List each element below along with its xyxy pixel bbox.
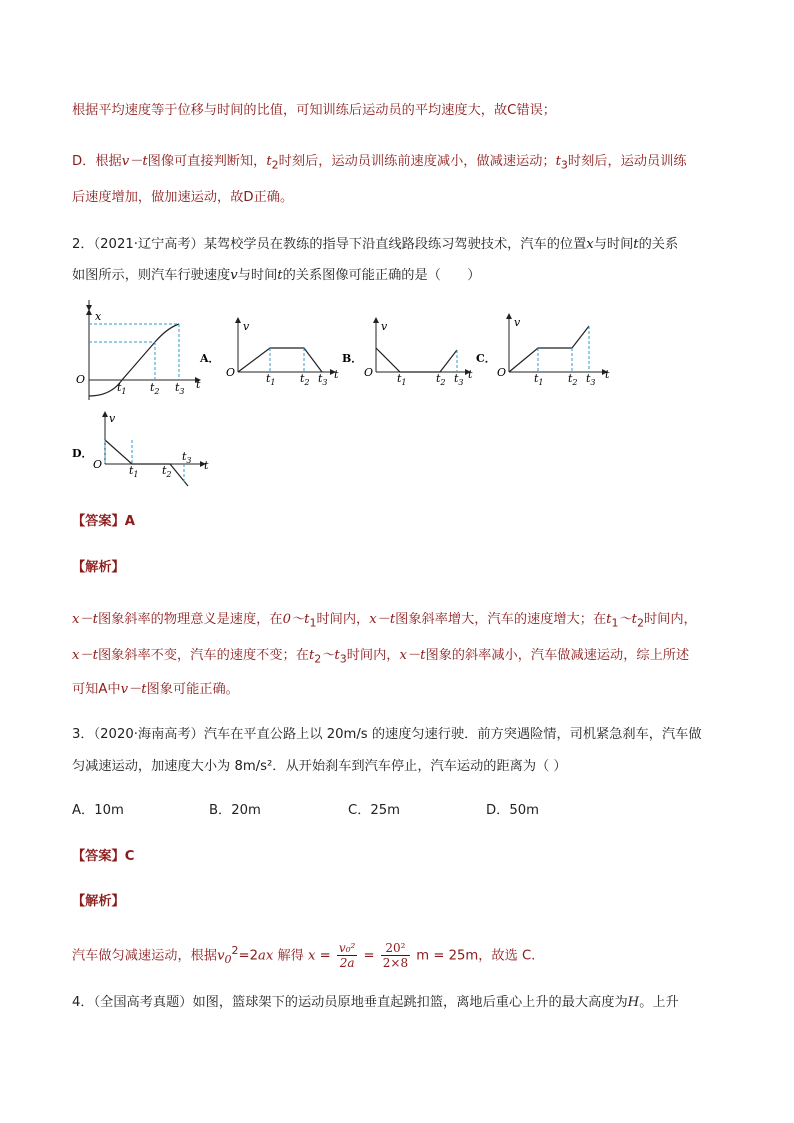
question-3-option-b: B．20m bbox=[209, 803, 261, 818]
svg-text:t: t bbox=[605, 368, 610, 381]
option-b-label: B． bbox=[342, 352, 363, 365]
svg-text:t: t bbox=[334, 368, 339, 381]
option-d-label: D． bbox=[72, 447, 93, 460]
question-2-line2: 如图所示，则汽车行驶速度v与时间t的关系图像可能正确的是（ ） bbox=[72, 268, 481, 283]
explanation-2-line3: 可知A中v－t图象可能正确。 bbox=[72, 682, 239, 697]
graph-a bbox=[226, 318, 339, 387]
svg-text:t2: $t_2$ bbox=[436, 372, 446, 387]
question-3-option-c: C．25m bbox=[348, 803, 401, 818]
option-a-label: A． bbox=[200, 352, 220, 365]
svg-text:O: O bbox=[364, 366, 374, 379]
question-3-line2: 匀减速运动，加速度大小为 8m/s²．从开始刹车到汽车停止，汽车运动的距离为（ ） bbox=[72, 759, 567, 774]
svg-text:t1: $t_1$ bbox=[397, 372, 407, 387]
explanation-3-line: 汽车做匀减速运动，根据$v_0^2=2ax$ 解得 x = $\frac{\text{v₀²}}{2a}$ = $\frac{\text{20²}}{2\times 8}$ m = 25m，故选 C. bbox=[72, 940, 536, 970]
explanation-d-line2: 后速度增加，做加速运动，故D正确。 bbox=[72, 190, 294, 205]
svg-text:t1: $t_1$ bbox=[534, 372, 544, 387]
graph-c bbox=[497, 314, 610, 387]
svg-text:t1: $t_1$ bbox=[129, 464, 139, 479]
svg-text:O: O bbox=[93, 458, 103, 471]
svg-text:t1: $t_1$ bbox=[266, 372, 276, 387]
svg-text:t1: $t_1$ bbox=[117, 381, 127, 396]
svg-text:t2: $t_2$ bbox=[568, 372, 578, 387]
svg-text:v: v bbox=[381, 320, 388, 333]
question-3-option-d: D．50m bbox=[486, 803, 539, 818]
question-4-line1: 4．（全国高考真题）如图，篮球架下的运动员原地垂直起跳扣篮，离地后重心上升的最大高度为H。上升 bbox=[72, 995, 679, 1010]
origin-label: O bbox=[76, 373, 86, 386]
answer-3: 【答案】C bbox=[72, 849, 135, 864]
x-axis-label: x bbox=[95, 310, 102, 323]
svg-text:t3: $t_3$ bbox=[318, 372, 328, 387]
graph-b bbox=[364, 318, 473, 387]
svg-text:t2: $t_2$ bbox=[150, 381, 160, 396]
question-2-line1: 2．（2021·辽宁高考）某驾校学员在教练的指导下沿直线路段练习驾驶技术，汽车的位置x与时间t的关系 bbox=[72, 237, 679, 252]
explanation-2-line1: x－t图象斜率的物理意义是速度，在$0\sim t_1$时间内，x－t图象斜率增大，汽车的速度增大；在$t_1\sim t_2$时间内， bbox=[72, 612, 697, 630]
svg-text:t2: $t_2$ bbox=[300, 372, 310, 387]
svg-text:t: t bbox=[204, 459, 209, 472]
question-3-option-a: A．10m bbox=[72, 803, 124, 818]
explanation-d-line1: D．根据v－t图像可直接判断知，$t_2$时刻后，运动员训练前速度减小，做减速运动；$t_3$时刻后，运动员训练 bbox=[72, 154, 687, 172]
question-3-line1: 3．（2020·海南高考）汽车在平直公路上以 20m/s 的速度匀速行驶．前方突遇险情，司机紧急刹车，汽车做 bbox=[72, 727, 702, 742]
svg-text:t: t bbox=[196, 378, 201, 391]
svg-text:v: v bbox=[243, 320, 250, 333]
fraction-2: $\frac{\text{20²}}{2\times 8}$ bbox=[382, 940, 409, 970]
svg-text:t3: $t_3$ bbox=[454, 372, 464, 387]
question-2-graphs bbox=[0, 300, 794, 500]
x-t-graph bbox=[76, 300, 201, 400]
svg-text:t2: $t_2$ bbox=[162, 464, 172, 479]
graph-d bbox=[93, 412, 209, 486]
svg-text:t: t bbox=[468, 368, 473, 381]
svg-text:v: v bbox=[514, 316, 521, 329]
option-c-label: C． bbox=[476, 352, 496, 365]
svg-text:O: O bbox=[497, 366, 507, 379]
svg-text:O: O bbox=[226, 366, 236, 379]
fraction-1: $\frac{\text{v₀²}}{2a}$ bbox=[338, 940, 356, 970]
explanation-2-line2: x－t图象斜率不变，汽车的速度不变；在$t_2\sim t_3$时间内，x－t图象的斜率减小，汽车做减速运动，综上所述 bbox=[72, 648, 690, 666]
explanation-c-line: 根据平均速度等于位移与时间的比值，可知训练后运动员的平均速度大，故C错误； bbox=[72, 103, 556, 118]
explanation-3-label: 【解析】 bbox=[72, 894, 125, 909]
explanation-2-label: 【解析】 bbox=[72, 560, 125, 575]
svg-text:t3: $t_3$ bbox=[175, 381, 185, 396]
answer-2: 【答案】A bbox=[72, 514, 135, 529]
svg-text:v: v bbox=[109, 412, 116, 425]
svg-text:t3: $t_3$ bbox=[182, 450, 192, 465]
svg-text:t3: $t_3$ bbox=[586, 372, 596, 387]
